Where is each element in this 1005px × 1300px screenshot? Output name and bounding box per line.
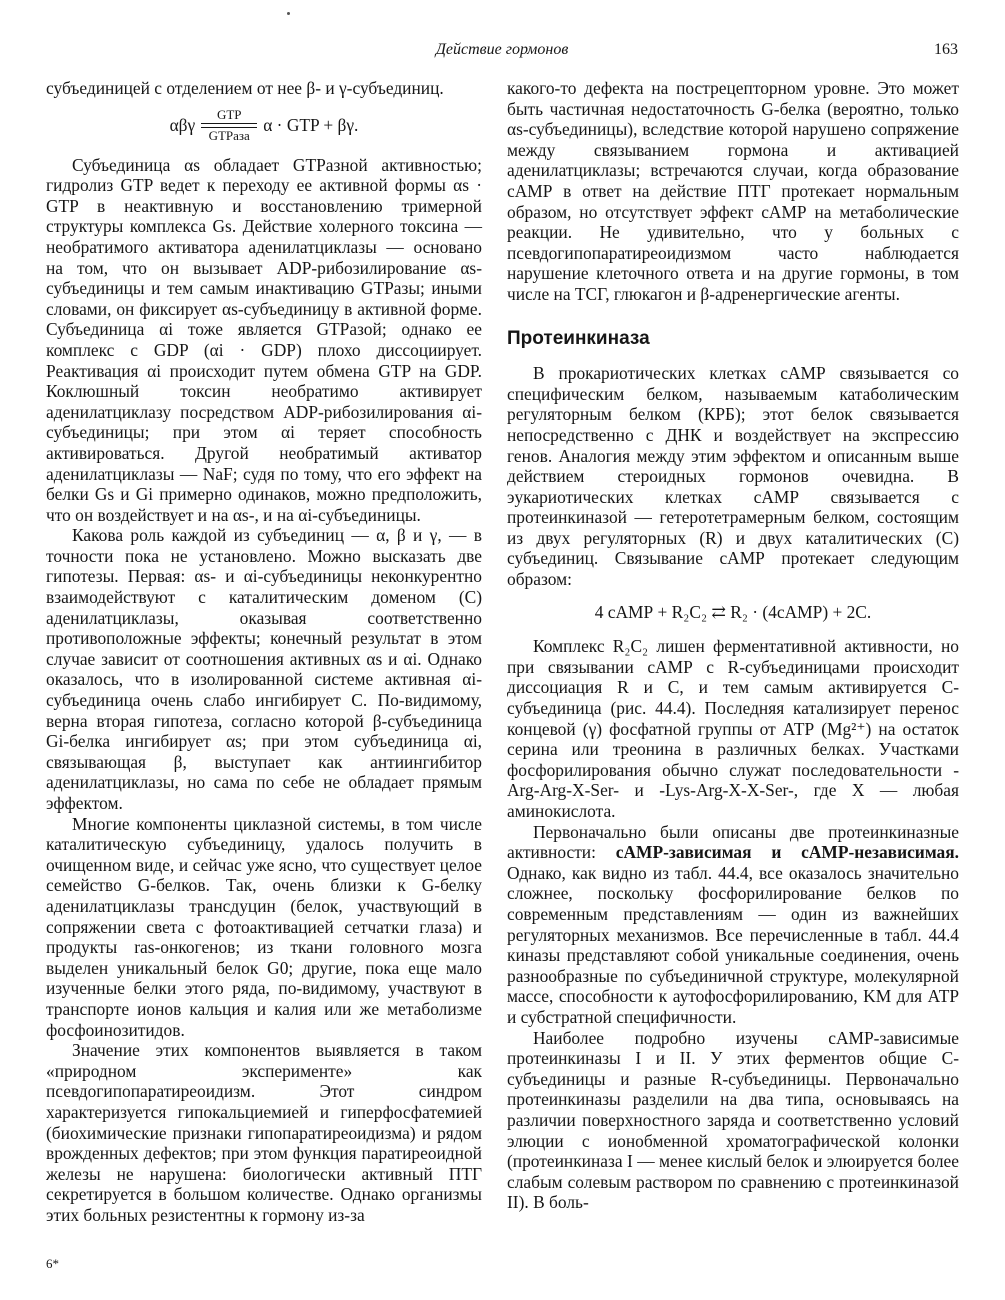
equation: 4 сАМР + R₂C₂ ⇄ R₂ · (4cAMP) + 2C. <box>594 601 872 622</box>
equilibrium-arrow <box>201 108 257 143</box>
paragraph: Значение этих компонентов выявляется в таком «природном эксперименте» как псевдогипопаратиреоидизм. Этот синдром характеризуется гипокальциемией и гиперфосфатемией (биохимические признаки гипопаратиреоидизма) и рядом врожденных дефектов; при этом функция паратиреоидной железы не нарушена: биологически активный ПТГ секретируется в большом количестве. Однако организмы этих больных резистентны к гормону из-за <box>46 1040 482 1225</box>
formula-lhs: αβγ <box>169 115 196 136</box>
paragraph: субъединицей с отделением от нее β- и γ-субъединиц. <box>46 78 444 98</box>
scan-speck <box>287 12 290 15</box>
paragraph: Многие компоненты циклазной системы, в том числе каталитическую субъединицу, удалось получить в очищенном виде, и сейчас уже ясно, что существует целое семейство G-белков. Так, очень близки к G-белку аденилатциклазы трансдуцин (белок, участвующий в сопряжении света с фотоактивацией сетчатки глаза) и продукты ras-онкогенов; из ткани головного мозга выделен уникальный белок G0; другие, пока еще мало изученные белки этого ряда, по-видимому, участвуют в транспорте ионов кальция и калия или же метаболизме фосфоинозитидов. <box>46 813 482 1040</box>
left-column <box>46 78 482 1225</box>
paragraph: Субъединица αs обладает GTPазной активностью; гидролиз GTP ведет к переходу ее активной формы αs · GTP в неактивную и восстановлению тримерной структуры комплекса Gs. Действие холерного токсина — необратимого активатора аденилатциклазы — основано на том, что он вызывает ADP-рибозилирование αs-субъединицы и тем самым инактивацию GTPазы; иными словами, он фиксирует αs-субъединицу в активной форме. Субъединица αi тоже является GTPазой; однако ее комплекс с GDP (αi · GDP) плохо диссоциирует. Реактивация αi происходит путем обмена GTP на GDP. Коклюшный токсин необратимо активирует аденилатциклазу посредством ADP-рибозилирования αi-субъединицы; при этом αi теряет способность активироваться. Другой необратимый активатор аденилатциклазы — NaF; судя по тому, что его эффект на белки Gs и Gi примерно одинаков, можно предположить, что он воздействует и на αs-, и на αi-субъединицы. <box>46 154 482 525</box>
paragraph-text: Первоначально были описаны две протеинкиназные активности: <box>507 821 959 863</box>
paragraph: Комплекс R₂C₂ лишен ферментативной активности, но при связывании сАМР с R-субъединицами происходит диссоциация R и С, и тем самым активируется С-субъединица (рис. 44.4). Последняя катализирует перенос концевой (γ) фосфатной группы от АТР (Mg²⁺) на остаток серина или треонина в различных белках. Участками фосфорилирования обычно служат последовательности -Arg-Arg-X-Ser- и -Lys-Arg-X-X-Ser-, где X — любая аминокислота. <box>507 636 959 821</box>
paragraph: В прокариотических клетках сАМР связывается со специфическим белком, называемым катаболическим регуляторным белком (КРБ); этот белок связывается непосредственно с ДНК и воздействует на экспрессию генов. Аналогия между этим эффектом и описанным выше действием стероидных гормонов очевидна. В эукариотических клетках сАМР связывается с протеинкиназой — гетеротетрамерным белком, состоящим из двух регуляторных (R) и двух каталитических (С) субъединиц. Связывание сАМР протекает следующим образом: <box>507 363 959 590</box>
paragraph: какого-то дефекта на пострецепторном уровне. Это может быть частичная недостаточность G-белка (вероятно, только αs-субъединицы), вследствие которой нарушено сопряжение между связыванием гормона и активацией аденилатциклазы; встречаются случаи, когда образование сАМР в ответ на действие ПТГ протекает нормальным образом, но отсутствует эффект сАМР на метаболические реакции. Не удивительно, что у больных с псевдогипопаратиреоидизмом часто наблюдается нарушение клеточного ответа и на другие гормоны, в том числе на ТСГ, глюкагон и β-адренергические агенты. <box>507 78 959 304</box>
formula-bottom-label: GTPаза <box>208 128 250 144</box>
paragraph-text: Однако, как видно из табл. 44.4, все оказалось значительно сложнее, поскольку фосфорилирование белков по современным представлениям — один из важнейших регуляторных механизмов. Все перечисленные в табл. 44.4 киназы представляют собой уникальные соединения, очень разнообразные по субъединичной структуре, молекулярной массе, способности к аутофосфорилированию, KM для АТР и субстратной специфичности. <box>507 862 959 1027</box>
formula-rhs: α · GTP + βγ. <box>263 115 359 136</box>
paragraph: Наиболее подробно изучены сАМР-зависимые протеинкиназы I и II. У этих ферментов общие С-субъединицы и разные R-субъединицы. Первоначально протеинкиназы разделили на два типа, основываясь на различии поверхностного заряда и соответственно условий элюции с ионобменной хроматографической колонки (протеинкиназа I — менее кислый белок и элюируется более слабым солевым раствором по сравнению с протеинкиназой II). В боль- <box>507 1027 959 1213</box>
running-title: Действие гормонов <box>435 41 569 58</box>
paragraph: Какова роль каждой из субъединиц — α, β и γ, — в точности пока не установлено. Можно высказать две гипотезы. Первая: αs- и αi-субъединицы неконкурентно взаимодействуют с каталитическим доменом (С) аденилатциклазы, оказывая соответственно противоположные эффекты; конечный результат в этом случае зависит от соотношения активных αs и αi. Однако оказалось, что в изолированной системе активная αi-субъединица очень слабо ингибирует С. По-видимому, верна вторая гипотеза, согласно которой β-субъединица Gi-белка ингибирует αs; при этом субъединица αi, связывающая β, выступает как антиингибитор аденилатциклазы, но сама по себе не обладает прямым эффектом. <box>46 525 482 813</box>
signature-mark: 6* <box>46 1256 59 1271</box>
formula <box>46 107 482 145</box>
page-number: 163 <box>934 41 958 58</box>
right-column <box>507 78 959 1213</box>
paragraph <box>507 822 959 1028</box>
section-heading: Протеинкиназа <box>507 327 650 349</box>
page-header <box>46 40 958 64</box>
formula-top-label: GTP <box>216 107 242 123</box>
bold-term: сАМР-зависимая и сАМР-независимая. <box>615 842 959 863</box>
